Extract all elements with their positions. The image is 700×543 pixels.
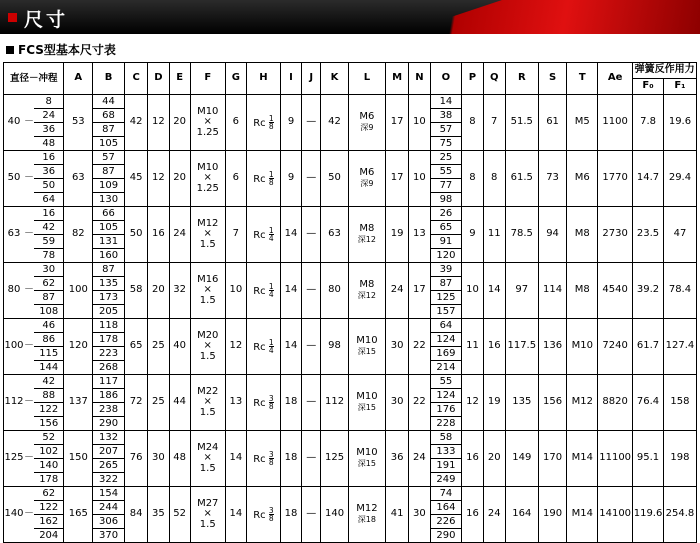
cell-A: 165	[64, 487, 93, 543]
cell-Ae: 7240	[598, 319, 633, 375]
header-spring-f1: F₁	[663, 79, 696, 95]
header-col-O: O	[430, 63, 462, 95]
cell-F: M27 × 1.5	[190, 487, 225, 543]
cell-R: 78.5	[505, 207, 538, 263]
cell-B: 57 87 109 130	[93, 151, 125, 207]
cell-C: 45	[124, 151, 147, 207]
cell-T: M8	[567, 207, 598, 263]
cell-M: 17	[385, 95, 408, 151]
cell-A: 150	[64, 431, 93, 487]
cell-L: M6 深9	[348, 95, 385, 151]
cell-L: M8 深12	[348, 207, 385, 263]
cell-L: M8 深12	[348, 263, 385, 319]
cell-F0: 95.1	[633, 431, 664, 487]
row-strokes: 62 122 162 204	[34, 487, 63, 542]
header-col-L: L	[348, 63, 385, 95]
cell-Q: 7	[483, 95, 505, 151]
cell-Q: 11	[483, 207, 505, 263]
cell-F: M10 × 1.25	[190, 151, 225, 207]
cell-E: 20	[169, 151, 190, 207]
header-col-J: J	[302, 63, 321, 95]
cell-O: 58 133 191 249	[430, 431, 462, 487]
table-row	[4, 151, 697, 207]
cell-M: 19	[385, 207, 408, 263]
cell-O: 14 38 57 75	[430, 95, 462, 151]
cell-D: 35	[148, 487, 169, 543]
banner-square-marker	[8, 13, 17, 22]
cell-J: —	[302, 95, 321, 151]
cell-O: 74 164 226 290	[430, 487, 462, 543]
cell-D: 25	[148, 375, 169, 431]
cell-P: 8	[462, 151, 483, 207]
cell-K: 125	[321, 431, 349, 487]
row-diameter: 140	[4, 508, 24, 520]
header-col-E: E	[169, 63, 190, 95]
header-col-H: H	[246, 63, 280, 95]
cell-J: —	[302, 319, 321, 375]
cell-G: 14	[225, 431, 246, 487]
cell-G: 13	[225, 375, 246, 431]
cell-P: 16	[462, 431, 483, 487]
cell-D: 25	[148, 319, 169, 375]
row-dash: －	[24, 340, 34, 352]
cell-P: 10	[462, 263, 483, 319]
header-col-I: I	[280, 63, 301, 95]
page-banner	[0, 0, 700, 34]
cell-E: 44	[169, 375, 190, 431]
cell-B: 117 186 238 290	[93, 375, 125, 431]
cell-G: 14	[225, 487, 246, 543]
cell-F: M20 × 1.5	[190, 319, 225, 375]
row-dash: －	[24, 228, 34, 240]
header-col-T: T	[567, 63, 598, 95]
cell-B: 66 105 131 160	[93, 207, 125, 263]
cell-L: M12 深18	[348, 487, 385, 543]
row-diameter: 125	[4, 452, 24, 464]
cell-E: 40	[169, 319, 190, 375]
cell-A: 100	[64, 263, 93, 319]
header-col-Q: Q	[483, 63, 505, 95]
cell-N: 30	[409, 487, 430, 543]
row-label-diameter-stroke	[4, 207, 64, 263]
cell-C: 72	[124, 375, 147, 431]
cell-H: Rc 3 8	[246, 431, 280, 487]
cell-N: 10	[409, 151, 430, 207]
cell-T: M10	[567, 319, 598, 375]
table-row	[4, 207, 697, 263]
cell-S: 190	[538, 487, 567, 543]
cell-F0: 119.6	[633, 487, 664, 543]
row-strokes: 16 42 59 78	[34, 207, 63, 262]
cell-D: 12	[148, 95, 169, 151]
cell-G: 6	[225, 151, 246, 207]
cell-E: 24	[169, 207, 190, 263]
cell-E: 48	[169, 431, 190, 487]
row-label-diameter-stroke	[4, 375, 64, 431]
row-dash: －	[24, 172, 34, 184]
table-row	[4, 487, 697, 543]
cell-T: M14	[567, 487, 598, 543]
cell-H: Rc 3 8	[246, 375, 280, 431]
cell-M: 41	[385, 487, 408, 543]
cell-I: 18	[280, 431, 301, 487]
cell-E: 20	[169, 95, 190, 151]
cell-O: 55 124 176 228	[430, 375, 462, 431]
cell-P: 8	[462, 95, 483, 151]
row-diameter: 40	[7, 116, 21, 128]
row-label-diameter-stroke	[4, 151, 64, 207]
cell-Ae: 1100	[598, 95, 633, 151]
cell-Q: 19	[483, 375, 505, 431]
cell-C: 42	[124, 95, 147, 151]
cell-R: 97	[505, 263, 538, 319]
cell-C: 76	[124, 431, 147, 487]
cell-H: Rc 1 4	[246, 207, 280, 263]
cell-L: M10 深15	[348, 375, 385, 431]
cell-A: 53	[64, 95, 93, 151]
row-label-diameter-stroke	[4, 95, 64, 151]
cell-F1: 158	[663, 375, 696, 431]
table-row	[4, 319, 697, 375]
cell-M: 30	[385, 375, 408, 431]
cell-F1: 198	[663, 431, 696, 487]
cell-K: 112	[321, 375, 349, 431]
header-col-D: D	[148, 63, 169, 95]
cell-T: M5	[567, 95, 598, 151]
cell-O: 64 124 169 214	[430, 319, 462, 375]
cell-Q: 20	[483, 431, 505, 487]
cell-C: 84	[124, 487, 147, 543]
cell-G: 12	[225, 319, 246, 375]
cell-M: 36	[385, 431, 408, 487]
cell-S: 156	[538, 375, 567, 431]
cell-B: 154 244 306 370	[93, 487, 125, 543]
cell-N: 13	[409, 207, 430, 263]
cell-B: 132 207 265 322	[93, 431, 125, 487]
row-label-diameter-stroke	[4, 431, 64, 487]
cell-F: M22 × 1.5	[190, 375, 225, 431]
section-title	[6, 41, 700, 58]
cell-Ae: 11100	[598, 431, 633, 487]
header-col-N: N	[409, 63, 430, 95]
row-strokes: 46 86 115 144	[34, 319, 63, 374]
cell-I: 14	[280, 319, 301, 375]
cell-R: 117.5	[505, 319, 538, 375]
cell-F1: 254.8	[663, 487, 696, 543]
cell-I: 14	[280, 207, 301, 263]
cell-O: 39 87 125 157	[430, 263, 462, 319]
cell-P: 11	[462, 319, 483, 375]
cell-F0: 14.7	[633, 151, 664, 207]
cell-C: 65	[124, 319, 147, 375]
cell-P: 9	[462, 207, 483, 263]
cell-J: —	[302, 375, 321, 431]
cell-B: 44 68 87 105	[93, 95, 125, 151]
cell-F1: 127.4	[663, 319, 696, 375]
cell-T: M6	[567, 151, 598, 207]
cell-F0: 39.2	[633, 263, 664, 319]
cell-G: 10	[225, 263, 246, 319]
header-col-B: B	[93, 63, 125, 95]
row-label-diameter-stroke	[4, 319, 64, 375]
cell-D: 30	[148, 431, 169, 487]
cell-S: 114	[538, 263, 567, 319]
row-diameter: 50	[7, 172, 21, 184]
cell-Ae: 14100	[598, 487, 633, 543]
cell-N: 17	[409, 263, 430, 319]
cell-I: 18	[280, 375, 301, 431]
row-diameter: 80	[7, 284, 21, 296]
header-col-C: C	[124, 63, 147, 95]
cell-Ae: 2730	[598, 207, 633, 263]
row-label-diameter-stroke	[4, 487, 64, 543]
cell-B: 118 178 223 268	[93, 319, 125, 375]
cell-Ae: 1770	[598, 151, 633, 207]
cell-F1: 47	[663, 207, 696, 263]
row-dash: －	[24, 396, 34, 408]
header-col-M: M	[385, 63, 408, 95]
cell-F: M12 × 1.5	[190, 207, 225, 263]
cell-C: 58	[124, 263, 147, 319]
cell-I: 9	[280, 151, 301, 207]
cell-L: M10 深15	[348, 431, 385, 487]
cell-K: 98	[321, 319, 349, 375]
cell-H: Rc 1 4	[246, 319, 280, 375]
cell-T: M12	[567, 375, 598, 431]
cell-H: Rc 1 4	[246, 263, 280, 319]
cell-E: 32	[169, 263, 190, 319]
cell-S: 73	[538, 151, 567, 207]
header-col-R: R	[505, 63, 538, 95]
cell-L: M10 深15	[348, 319, 385, 375]
cell-F1: 78.4	[663, 263, 696, 319]
cell-R: 135	[505, 375, 538, 431]
cell-P: 16	[462, 487, 483, 543]
row-dash: －	[24, 508, 34, 520]
header-col-K: K	[321, 63, 349, 95]
cell-J: —	[302, 431, 321, 487]
row-strokes: 8 24 36 48	[34, 95, 63, 150]
banner-red-wedge	[400, 0, 700, 34]
cell-K: 63	[321, 207, 349, 263]
row-label-diameter-stroke	[4, 263, 64, 319]
row-diameter: 112	[4, 396, 24, 408]
cell-R: 61.5	[505, 151, 538, 207]
cell-F: M24 × 1.5	[190, 431, 225, 487]
cell-A: 82	[64, 207, 93, 263]
header-col-F: F	[190, 63, 225, 95]
cell-F: M10 × 1.25	[190, 95, 225, 151]
cell-R: 164	[505, 487, 538, 543]
header-col-A: A	[64, 63, 93, 95]
cell-N: 10	[409, 95, 430, 151]
header-col-P: P	[462, 63, 483, 95]
cell-I: 14	[280, 263, 301, 319]
cell-K: 80	[321, 263, 349, 319]
cell-M: 17	[385, 151, 408, 207]
row-dash: －	[24, 116, 34, 128]
cell-A: 120	[64, 319, 93, 375]
cell-N: 24	[409, 431, 430, 487]
cell-S: 136	[538, 319, 567, 375]
cell-D: 20	[148, 263, 169, 319]
cell-Q: 16	[483, 319, 505, 375]
cell-F1: 19.6	[663, 95, 696, 151]
cell-S: 94	[538, 207, 567, 263]
row-dash: －	[24, 284, 34, 296]
cell-F0: 23.5	[633, 207, 664, 263]
cell-T: M8	[567, 263, 598, 319]
cell-N: 22	[409, 375, 430, 431]
header-diameter-stroke: 直径－冲程	[4, 63, 64, 95]
cell-L: M6 深9	[348, 151, 385, 207]
cell-F0: 61.7	[633, 319, 664, 375]
cell-J: —	[302, 151, 321, 207]
cell-C: 50	[124, 207, 147, 263]
cell-K: 42	[321, 95, 349, 151]
cell-Ae: 8820	[598, 375, 633, 431]
cell-F0: 7.8	[633, 95, 664, 151]
cell-D: 16	[148, 207, 169, 263]
cell-M: 30	[385, 319, 408, 375]
cell-S: 61	[538, 95, 567, 151]
row-diameter: 100	[4, 340, 24, 352]
section-title-text: FCS型基本尺寸表	[18, 43, 116, 57]
cell-P: 12	[462, 375, 483, 431]
dimension-table	[3, 62, 697, 543]
cell-N: 22	[409, 319, 430, 375]
cell-F: M16 × 1.5	[190, 263, 225, 319]
header-spring-force: 弹簧反作用力	[633, 63, 697, 79]
cell-E: 52	[169, 487, 190, 543]
row-strokes: 42 88 122 156	[34, 375, 63, 430]
cell-H: Rc 3 8	[246, 487, 280, 543]
table-row	[4, 263, 697, 319]
cell-I: 18	[280, 487, 301, 543]
cell-K: 140	[321, 487, 349, 543]
cell-D: 12	[148, 151, 169, 207]
section-marker-icon	[6, 46, 14, 54]
row-strokes: 16 36 50 64	[34, 151, 63, 206]
cell-Q: 24	[483, 487, 505, 543]
cell-G: 6	[225, 95, 246, 151]
cell-I: 9	[280, 95, 301, 151]
header-col-S: S	[538, 63, 567, 95]
cell-Ae: 4540	[598, 263, 633, 319]
header-col-Ae: Ae	[598, 63, 633, 95]
row-strokes: 52 102 140 178	[34, 431, 63, 486]
cell-Q: 8	[483, 151, 505, 207]
header-col-G: G	[225, 63, 246, 95]
cell-J: —	[302, 487, 321, 543]
row-dash: －	[24, 452, 34, 464]
cell-F0: 76.4	[633, 375, 664, 431]
cell-R: 51.5	[505, 95, 538, 151]
page-title: 尺寸	[24, 9, 69, 31]
cell-K: 50	[321, 151, 349, 207]
table-row	[4, 375, 697, 431]
cell-F1: 29.4	[663, 151, 696, 207]
cell-O: 26 65 91 120	[430, 207, 462, 263]
table-row	[4, 95, 697, 151]
cell-A: 63	[64, 151, 93, 207]
cell-J: —	[302, 263, 321, 319]
cell-R: 149	[505, 431, 538, 487]
cell-J: —	[302, 207, 321, 263]
table-row	[4, 431, 697, 487]
cell-M: 24	[385, 263, 408, 319]
header-spring-f0: F₀	[633, 79, 664, 95]
cell-G: 7	[225, 207, 246, 263]
cell-H: Rc 1 8	[246, 95, 280, 151]
row-diameter: 63	[7, 228, 21, 240]
cell-T: M14	[567, 431, 598, 487]
cell-H: Rc 1 8	[246, 151, 280, 207]
cell-B: 87 135 173 205	[93, 263, 125, 319]
cell-O: 25 55 77 98	[430, 151, 462, 207]
cell-A: 137	[64, 375, 93, 431]
row-strokes: 30 62 87 108	[34, 263, 63, 318]
cell-S: 170	[538, 431, 567, 487]
cell-Q: 14	[483, 263, 505, 319]
